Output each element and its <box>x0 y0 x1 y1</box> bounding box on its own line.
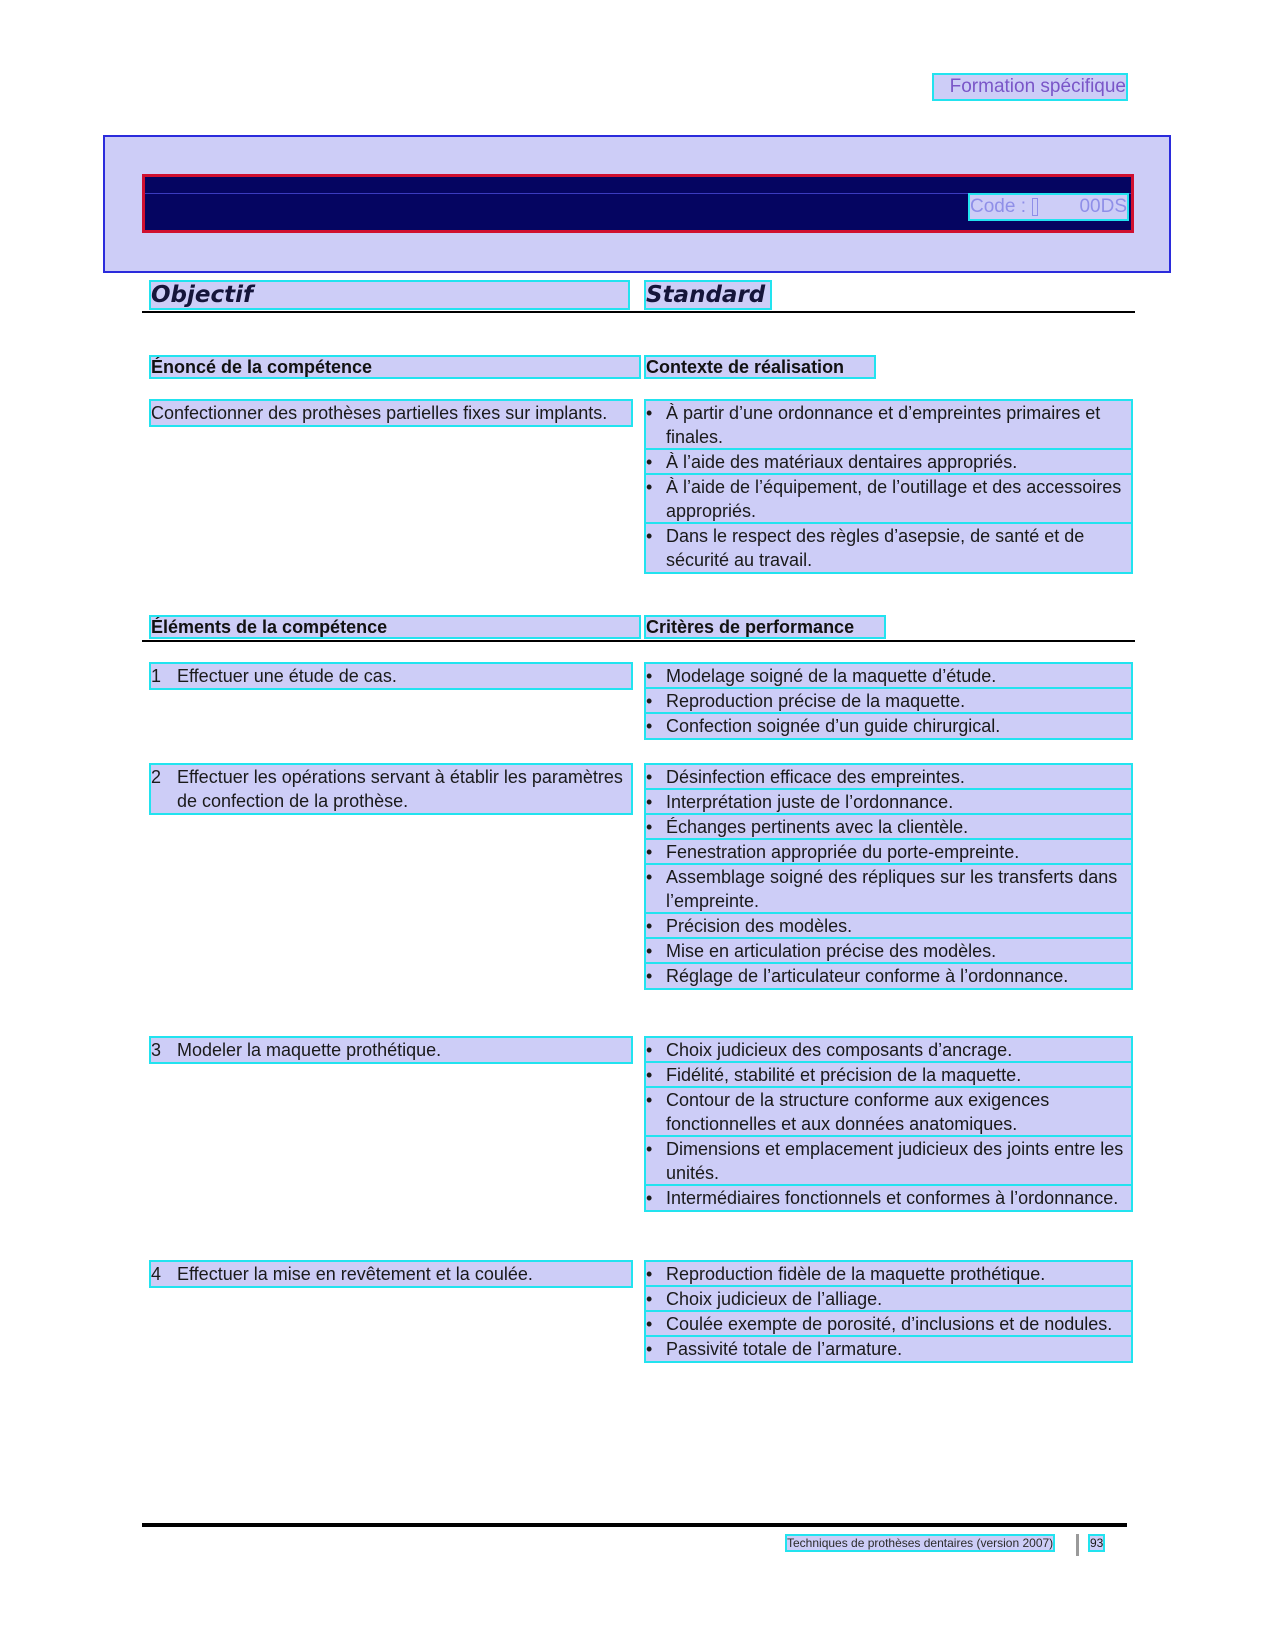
header-rule <box>142 311 1135 313</box>
footer-program: Techniques de prothèses dentaires (version 2007) <box>787 1536 1054 1550</box>
criterion-item: • Désinfection efficace des empreintes. <box>646 765 1131 789</box>
element-number: 3 <box>151 1040 162 1060</box>
criterion-item: • Réglage de l’articulateur conforme à l’ordonnance. <box>646 964 1131 988</box>
criteria-list-1 <box>646 664 1131 739</box>
code-cursor-mark <box>1032 198 1038 216</box>
context-item: • Dans le respect des règles d’asepsie, de santé et de sécurité au travail. <box>646 524 1131 572</box>
criteria-list-3 <box>646 1038 1131 1211</box>
element-3 <box>151 1038 631 1062</box>
competence-code <box>970 195 1127 219</box>
context-item: • À partir d’une ordonnance et d’empreintes primaires et finales. <box>646 401 1131 449</box>
statement-title: Énoncé de la compétence <box>151 357 639 377</box>
criterion-item: • Coulée exempte de porosité, d’inclusions et de nodules. <box>646 1312 1131 1336</box>
criterion-item: • Assemblage soigné des répliques sur les transferts dans l’empreinte. <box>646 865 1131 913</box>
criterion-item: • Choix judicieux des composants d’ancrage. <box>646 1038 1131 1062</box>
element-text: Modeler la maquette prothétique. <box>177 1040 442 1060</box>
criterion-item: • Contour de la structure conforme aux exigences fonctionnelles et aux données anatomiques. <box>646 1088 1131 1136</box>
code-value: 00DS <box>1079 196 1127 217</box>
element-text: Effectuer la mise en revêtement et la coulée. <box>177 1264 533 1284</box>
context-item: • À l’aide de l’équipement, de l’outillage et des accessoires appropriés. <box>646 475 1131 523</box>
element-1 <box>151 664 631 688</box>
criterion-item: • Fenestration appropriée du porte-empreinte. <box>646 840 1131 864</box>
column-title-standard: Standard <box>646 282 770 308</box>
criteria-list-2 <box>646 765 1131 989</box>
title-bar <box>142 174 1134 233</box>
element-text: Effectuer une étude de cas. <box>177 666 397 686</box>
criterion-item: • Choix judicieux de l’alliage. <box>646 1287 1131 1311</box>
criterion-item: • Intermédiaires fonctionnels et conformes à l’ordonnance. <box>646 1186 1131 1210</box>
elements-rule <box>142 640 1135 642</box>
criterion-item: • Échanges pertinents avec la clientèle. <box>646 815 1131 839</box>
context-item: • À l’aide des matériaux dentaires appropriés. <box>646 450 1131 474</box>
criteria-title: Critères de performance <box>646 617 884 637</box>
criterion-item: • Modelage soigné de la maquette d’étude. <box>646 664 1131 688</box>
criterion-item: • Dimensions et emplacement judicieux des joints entre les unités. <box>646 1137 1131 1185</box>
code-label: Code : <box>970 196 1026 217</box>
criteria-list-4 <box>646 1262 1131 1362</box>
criterion-item: • Reproduction fidèle de la maquette prothétique. <box>646 1262 1131 1286</box>
criterion-item: • Mise en articulation précise des modèles. <box>646 939 1131 963</box>
criterion-item: • Interprétation juste de l’ordonnance. <box>646 790 1131 814</box>
section-header: Formation spécifique <box>934 75 1126 99</box>
element-2 <box>151 765 631 813</box>
elements-title: Éléments de la compétence <box>151 617 639 637</box>
criterion-item: • Précision des modèles. <box>646 914 1131 938</box>
element-4 <box>151 1262 631 1286</box>
context-title: Contexte de réalisation <box>646 357 874 377</box>
element-text: Effectuer les opérations servant à établir les paramètres de confection de la prothèse. <box>177 767 623 811</box>
criterion-item: • Reproduction précise de la maquette. <box>646 689 1131 713</box>
criterion-item: • Fidélité, stabilité et précision de la maquette. <box>646 1063 1131 1087</box>
competence-statement: Confectionner des prothèses partielles fixes sur implants. <box>151 401 631 425</box>
footer-separator <box>1076 1534 1079 1556</box>
context-list <box>646 401 1131 573</box>
footer-rule <box>142 1523 1127 1527</box>
element-number: 2 <box>151 767 162 787</box>
criterion-item: • Confection soignée d’un guide chirurgical. <box>646 714 1131 738</box>
banner-divider <box>145 193 1131 194</box>
column-title-objectif: Objectif <box>151 282 628 308</box>
criterion-item: • Passivité totale de l’armature. <box>646 1337 1131 1361</box>
page-number: 93 <box>1090 1536 1104 1550</box>
element-number: 1 <box>151 666 162 686</box>
element-number: 4 <box>151 1264 162 1284</box>
